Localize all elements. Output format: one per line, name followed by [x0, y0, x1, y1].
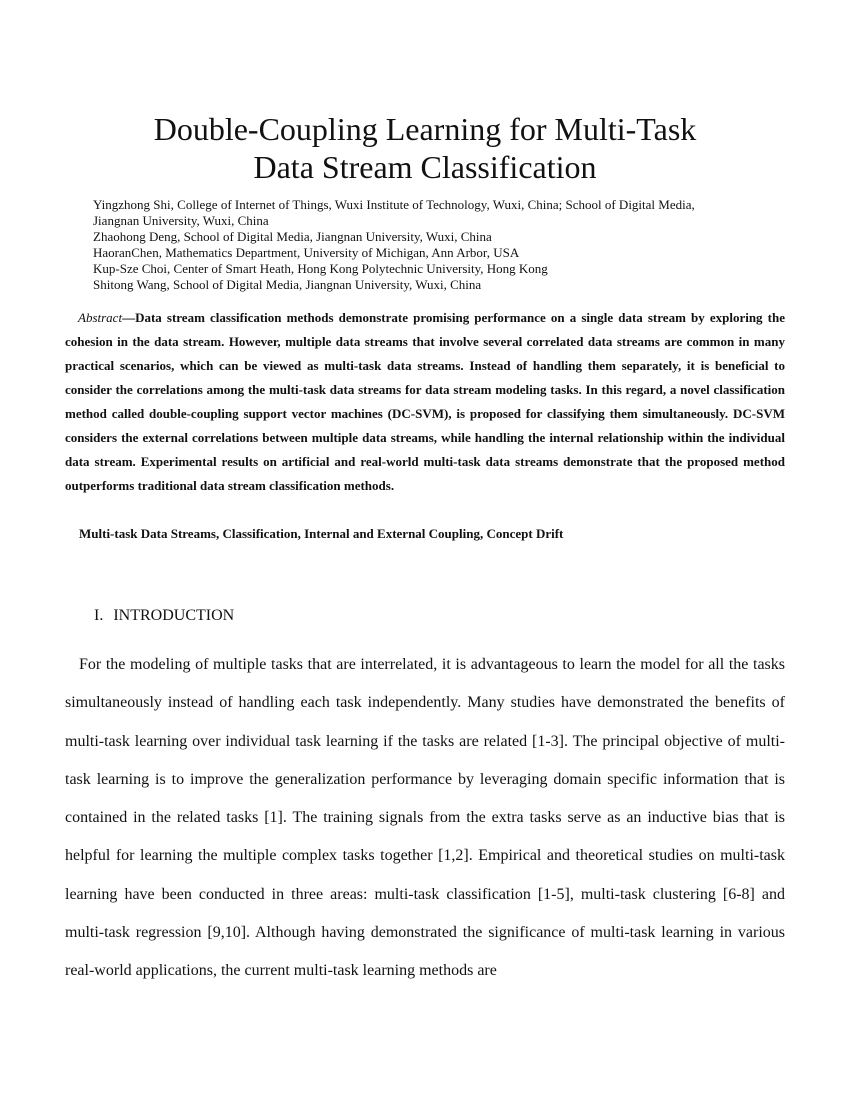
paper-title-line-1: Double-Coupling Learning for Multi-Task: [153, 111, 697, 147]
section-number: I.: [94, 607, 104, 624]
introduction-paragraph: [65, 646, 785, 991]
author-line: Yingzhong Shi, College of Internet of Things, Wuxi Institute of Technology, Wuxi, China; School of Digital Media,: [93, 197, 695, 212]
section-heading-introduction: [94, 605, 234, 627]
author-line: Shitong Wang, School of Digital Media, Jiangnan University, Wuxi, China: [93, 277, 482, 292]
paper-title-line-2: Data Stream Classification: [253, 149, 597, 185]
author-line: Zhaohong Deng, School of Digital Media, Jiangnan University, Wuxi, China: [93, 229, 492, 244]
abstract-label: Abstract: [78, 310, 123, 325]
author-line: Jiangnan University, Wuxi, China: [93, 213, 269, 228]
author-list: [93, 197, 793, 293]
keywords: Multi-task Data Streams, Classification, Internal and External Coupling, Concept Drift: [79, 526, 564, 541]
author-line: HaoranChen, Mathematics Department, University of Michigan, Ann Arbor, USA: [93, 245, 520, 260]
abstract-text: Data stream classification methods demonstrate promising performance on a single data stream by exploring the cohesion in the data stream. However, multiple data streams that involve several correlated data streams are common in many practical scenarios, which can be viewed as multi-task data streams. Instead of handling them separately, it is beneficial to consider the correlations among the multi-task data streams for data stream modeling tasks. In this regard, a novel classification method called double-coupling support vector machines (DC-SVM), is proposed for classifying them simultaneously. DC-SVM considers the external correlations between multiple data streams, while handling the internal relationship within the individual data stream. Experimental results on artificial and real-world multi-task data streams demonstrate that the proposed method outperforms traditional data stream classification methods.: [65, 310, 785, 493]
author-line: Kup-Sze Choi, Center of Smart Heath, Hong Kong Polytechnic University, Hong Kong: [93, 261, 548, 276]
introduction-text: For the modeling of multiple tasks that are interrelated, it is advantageous to learn the model for all the tasks simultaneously instead of handling each task independently. Many studies have demonstrated the benefits of multi-task learning over individual task learning if the tasks are related [1-3]. The principal objective of multi-task learning is to improve the generalization performance by leveraging domain specific information that is contained in the related tasks [1]. The training signals from the extra tasks serve as an inductive bias that is helpful for learning the multiple complex tasks together [1,2]. Empirical and theoretical studies on multi-task learning have been conducted in three areas: multi-task classification [1-5], multi-task clustering [6-8] and multi-task regression [9,10]. Although having demonstrated the significance of multi-task learning in various real-world applications, the current multi-task learning methods are: [65, 656, 785, 980]
abstract-dash: —: [122, 310, 136, 325]
section-title: INTRODUCTION: [113, 607, 235, 624]
abstract: [65, 306, 785, 498]
paper-title: [0, 110, 850, 186]
